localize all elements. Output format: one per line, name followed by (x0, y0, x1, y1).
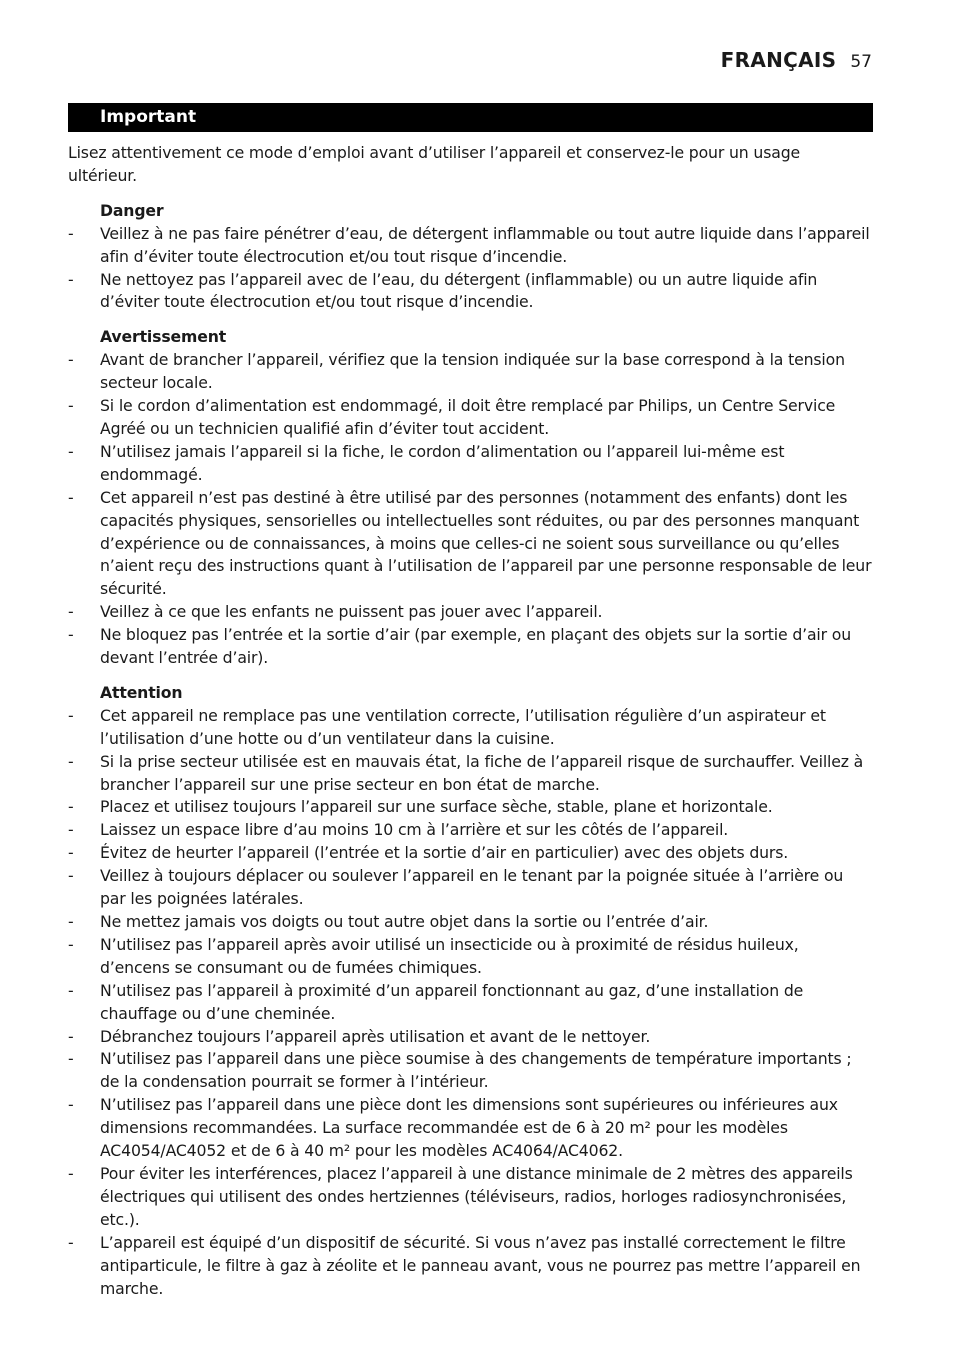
list-item (68, 1026, 873, 1049)
list-item-text: Pour éviter les interférences, placez l’appareil à une distance minimale de 2 mètres des appareils électriques qui utilisent des ondes hertziennes (téléviseurs, radios, horloges radiosynchronisées, etc.). (100, 1163, 853, 1229)
list-item-text: Veillez à ce que les enfants ne puissent pas jouer avec l’appareil. (100, 602, 603, 622)
safety-groups (68, 200, 873, 1301)
section-title-bar: Important (68, 103, 873, 132)
bullet-dash: - (68, 797, 74, 817)
bullet-dash: - (68, 843, 74, 863)
group-title: Danger (100, 200, 164, 220)
list-item-text: Laissez un espace libre d’au moins 10 cm à l’arrière et sur les côtés de l’appareil. (100, 820, 729, 840)
list-item (68, 269, 873, 315)
bullet-dash: - (68, 441, 74, 461)
list-item-text: N’utilisez pas l’appareil dans une pièce soumise à des changements de température importants ; de la condensation pourrait se former à l’intérieur. (100, 1049, 852, 1092)
list-item-text: Si la prise secteur utilisée est en mauvais état, la fiche de l’appareil risque de surchauffer. Veillez à brancher l’appareil sur une prise secteur en bon état de marche. (100, 751, 864, 794)
language-label: FRANÇAIS (720, 48, 837, 72)
list-item-text: N’utilisez pas l’appareil après avoir utilisé un insecticide ou à proximité de résidus huileux, d’encens se consumant ou de fumées chimiques. (100, 934, 799, 977)
list-item-text: Ne bloquez pas l’entrée et la sortie d’air (par exemple, en plaçant des objets sur la sortie d’air ou devant l’entrée d’air). (100, 625, 852, 668)
list-item (68, 1048, 873, 1094)
bullet-dash: - (68, 1163, 74, 1183)
bullet-dash: - (68, 934, 74, 954)
list-item-text: Évitez de heurter l’appareil (l’entrée et la sortie d’air en particulier) avec des objets durs. (100, 843, 789, 863)
list-item-text: Si le cordon d’alimentation est endommagé, il doit être remplacé par Philips, un Centre Service Agréé ou un technicien qualifié afin d’éviter tout accident. (100, 396, 836, 438)
list-item (68, 1232, 873, 1301)
list-item-text: N’utilisez pas l’appareil à proximité d’un appareil fonctionnant au gaz, d’une installation de chauffage ou d’une cheminée. (100, 980, 804, 1023)
bullet-dash: - (68, 487, 74, 507)
bullet-dash: - (68, 866, 74, 886)
bullet-dash: - (68, 396, 74, 416)
list-item (68, 796, 873, 819)
bullet-dash: - (68, 350, 74, 370)
page-header (721, 48, 872, 72)
bullet-dash: - (68, 820, 74, 840)
page-number: 57 (850, 52, 872, 72)
list-item (68, 1163, 873, 1232)
group-title: Avertissement (100, 327, 227, 347)
list-item (68, 441, 873, 487)
list-item-text: Ne mettez jamais vos doigts ou tout autre objet dans la sortie ou l’entrée d’air. (100, 912, 709, 931)
list-item (68, 934, 873, 980)
document-body (68, 142, 873, 1312)
list-item-text: Avant de brancher l’appareil, vérifiez que la tension indiquée sur la base correspond à la tension secteur locale. (100, 350, 845, 393)
group-title: Attention (100, 682, 183, 702)
bullet-dash: - (68, 223, 74, 243)
list-item-text: Cet appareil ne remplace pas une ventilation correcte, l’utilisation régulière d’un aspirateur et l’utilisation d’une hotte ou d’un ventilateur dans la cuisine. (100, 705, 826, 748)
bullet-dash: - (68, 602, 74, 622)
list-item-text: N’utilisez pas l’appareil dans une pièce dont les dimensions sont supérieures ou inférieures aux dimensions recommandées. La surface recommandée est de 6 à 20 m² pour les modèles AC4054/AC4052 et de 6 à 40 m² pour les modèles AC4064/AC4062. (100, 1095, 838, 1161)
bullet-dash: - (68, 751, 74, 771)
bullet-dash: - (68, 705, 74, 725)
warning-group (68, 326, 873, 670)
list-item (68, 911, 873, 934)
list-item-text: Ne nettoyez pas l’appareil avec de l’eau, du détergent (inflammable) ou un autre liquide afin d’éviter toute électrocution et/ou tout risque d’incendie. (100, 269, 818, 312)
list-item-text: N’utilisez jamais l’appareil si la fiche, le cordon d’alimentation ou l’appareil lui-même est endommagé. (100, 441, 785, 484)
bullet-dash: - (68, 980, 74, 1000)
list-item-text: Veillez à ne pas faire pénétrer d’eau, de détergent inflammable ou tout autre liquide dans l’appareil afin d’éviter toute électrocution et/ou tout risque d’incendie. (100, 223, 870, 266)
list-item (68, 751, 873, 797)
intro-paragraph: Lisez attentivement ce mode d’emploi avant d’utiliser l’appareil et conservez-le pour un usage ultérieur. (68, 143, 800, 185)
bullet-list (68, 705, 873, 1301)
bullet-list (68, 223, 873, 315)
bullet-dash: - (68, 1095, 74, 1115)
bullet-dash: - (68, 912, 74, 931)
list-item (68, 349, 873, 395)
bullet-dash: - (68, 1232, 74, 1252)
list-item (68, 624, 873, 670)
bullet-dash: - (68, 269, 74, 289)
list-item-text: Débranchez toujours l’appareil après utilisation et avant de le nettoyer. (100, 1026, 651, 1046)
list-item (68, 819, 873, 842)
bullet-dash: - (68, 1049, 74, 1069)
warning-group (68, 682, 873, 1300)
list-item (68, 223, 873, 269)
list-item-text: Placez et utilisez toujours l’appareil sur une surface sèche, stable, plane et horizontale. (100, 797, 773, 817)
bullet-dash: - (68, 1026, 74, 1046)
list-item (68, 1094, 873, 1163)
warning-group (68, 200, 873, 315)
list-item (68, 487, 873, 602)
list-item-text: Veillez à toujours déplacer ou soulever l’appareil en le tenant par la poignée située à l’arrière ou par les poignées latérales. (100, 866, 844, 909)
list-item (68, 842, 873, 865)
list-item (68, 865, 873, 911)
list-item (68, 980, 873, 1026)
list-item (68, 601, 873, 624)
list-item (68, 705, 873, 751)
list-item-text: Cet appareil n’est pas destiné à être utilisé par des personnes (notamment des enfants) dont les capacités physiques, sensorielles ou intellectuelles sont réduites, ou par des personnes manquant d’expérience ou de connaissances, à moins que celles-ci ne soient sous surveillance ou qu’elles n’aient reçu des instructions quant à l’utilisation de l’appareil par une personne responsable de leur sécurité. (100, 487, 872, 599)
list-item (68, 395, 873, 441)
list-item-text: L’appareil est équipé d’un dispositif de sécurité. Si vous n’avez pas installé correctement le filtre antiparticule, le filtre à gaz à zéolite et le panneau avant, vous ne pourrez pas mettre l’appareil en marche. (100, 1232, 861, 1298)
bullet-list (68, 349, 873, 670)
bullet-dash: - (68, 625, 74, 645)
